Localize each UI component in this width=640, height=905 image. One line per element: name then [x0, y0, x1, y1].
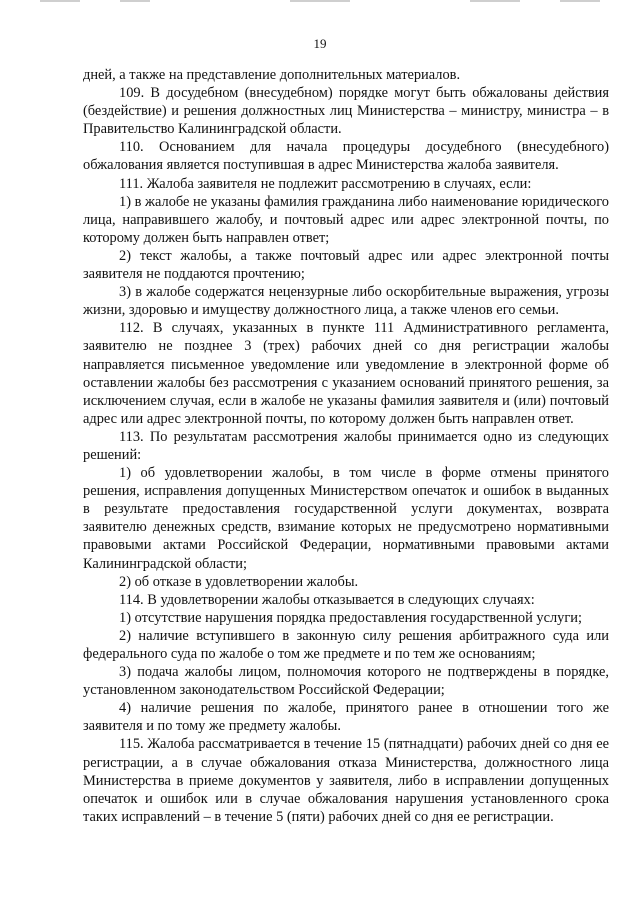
paragraph-114-item-1: 1) отсутствие нарушения порядка предоставления государственной услуги; — [119, 609, 582, 626]
paragraph-113-item-2: 2) об отказе в удовлетворении жалобы. — [119, 573, 359, 590]
paragraph-114-item-4: 4) наличие решения по жалобе, принятого ранее в отношении того же заявителя и по тому же предмету жалобы. — [83, 700, 609, 735]
paragraph-112: 112. В случаях, указанных в пункте 111 Административного регламента, заявителю не позднее 3 (трех) рабочих дней со дня регистрации жалобы направляется письменное уведомление или уведомление в электронной форме об оставлении жалобы без рассмотрения с указанием оснований принятого решения, за исключением случая, если в жалобе не указаны фамилия заявителя и (или) почтовый адрес или адрес электронной почты, по которому должен быть направлен ответ. — [83, 320, 609, 427]
paragraph-113: 113. По результатам рассмотрения жалобы принимается одно из следующих решений: — [83, 428, 609, 463]
paragraph-continuation: дней, а также на представление дополнительных материалов. — [83, 67, 461, 83]
paragraph-113-item-1: 1) об удовлетворении жалобы, в том числе в форме отмены принятого решения, исправления допущенных Министерством опечаток и ошибок в выданных в результате предоставления государственной услуги документах, возврата заявителю денежных средств, взимание которых не предусмотрено нормативными правовыми актами Российской Федерации, нормативными правовыми актами Калининградской области; — [83, 465, 609, 572]
paragraph-111: 111. Жалоба заявителя не подлежит рассмотрению в случаях, если: — [119, 175, 532, 192]
scan-edge-marks — [0, 0, 640, 3]
document-body — [83, 66, 609, 826]
paragraph-111-item-2: 2) текст жалобы, а также почтовый адрес или адрес электронной почты заявителя не поддаются прочтению; — [83, 247, 609, 283]
paragraph-111-item-1: 1) в жалобе не указаны фамилия гражданина либо наименование юридического лица, направившего жалобу, и почтовый адрес или адрес электронной почты, по которому должен быть направлен ответ; — [83, 193, 609, 246]
paragraph-115: 115. Жалоба рассматривается в течение 15 (пятнадцати) рабочих дней со дня ее регистрации, а в случае обжалования отказа Министерства, должностного лица Министерства в приеме документов у заявителя, либо в исправлении допущенных опечаток и ошибок или в случае обжалования нарушения установленного срока таких исправлений – в течение 5 (пяти) рабочих дней со дня ее регистрации. — [83, 736, 609, 825]
paragraph-111-item-3: 3) в жалобе содержатся нецензурные либо оскорбительные выражения, угрозы жизни, здоровью и имуществу должностного лица, а также членов его семьи. — [83, 284, 609, 319]
paragraph-114-item-2: 2) наличие вступившего в законную силу решения арбитражного суда или федерального суда по жалобе о том же предмете и по тем же основаниям; — [83, 627, 609, 662]
paragraph-109: 109. В досудебном (внесудебном) порядке могут быть обжалованы действия (бездействие) и решения должностных лиц Министерства – министру, министра – в Правительство Калининградской области. — [83, 85, 609, 138]
paragraph-114: 114. В удовлетворении жалобы отказывается в следующих случаях: — [119, 591, 535, 608]
paragraph-110: 110. Основанием для начала процедуры досудебного (внесудебного) обжалования является поступившая в адрес Министерства жалоба заявителя. — [83, 139, 609, 174]
paragraph-114-item-3: 3) подача жалобы лицом, полномочия которого не подтверждены в порядке, установленном законодательством Российской Федерации; — [83, 664, 609, 699]
page-number: 19 — [313, 36, 327, 51]
